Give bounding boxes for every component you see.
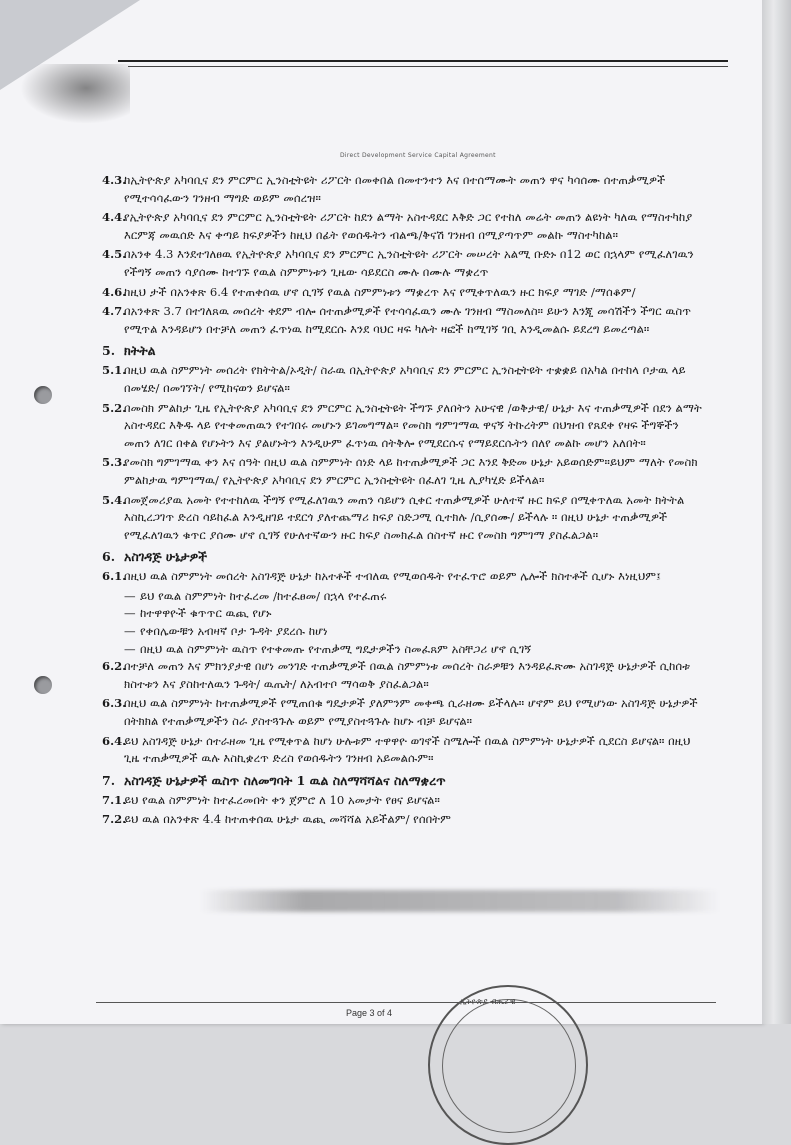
scan-blot — [200, 890, 720, 912]
clause-text: የኢትዮጵያ አካባቢና ደን ምርምር ኢንስቲትዩት ሪፖርት ከደን ልማት አስተዳደር እቅድ ጋር የተከለ መሬት መጠን ልዩነት ካለዉ የማስተካከያ እርምጃ መዉሰድ እና ቀጣይ ክፍያዎችን ከዚህ በፊት የወሰዱትን ብልጫ/ቅናሽ ገንዘብ በሚያጣጥም መልኩ ማስተካከል። — [124, 210, 693, 242]
section-number: 5. — [102, 343, 116, 359]
clause-text: ከዚህ ታች በአንቀጽ 6.4 የተጠቀሰዉ ሆኖ ሲገኝ የዉል ስምምነቱን ማቋረጥ እና የሚቀጥለዉን ዙር ክፍያ ማገድ /ማሰቆም/ — [124, 284, 636, 299]
clause-number: 5.3. — [102, 455, 127, 470]
section-title: አስገዳጅ ሁኔታዎች ዉስጥ ስለመግባት 1 ዉል ስለማሻሻልና ስለማቋረጥ — [124, 772, 446, 788]
dash-list-item: — ከተዋዋዮች ቁጥጥር ዉጪ የሆኑ — [102, 605, 702, 623]
dash-list-item: — ይህ የዉል ስምምነት ከተፈረመ /ከተፈፀመ/ በኋላ የተፈጠሩ — [102, 588, 702, 606]
clause-text: የመስክ ግምገማዉ ቀን እና ሰዓት በዚህ ዉል ስምምነት ሰነድ ላይ ከተጠቃሚዎች ጋር እንደ ቅድመ ሁኔታ አይወሰድም።ይህም ማለት የመስክ ምልከታዉ ግምገማዉ/ የኢትዮጵያ አካባቢና ደን ምርምር ኢንስቲትዩት በፈለገ ጊዜ ሊያካሂድ ይችላል። — [124, 455, 698, 487]
clause-text: በዚህ ዉል ስምምነት መሰረት አስገዳጅ ሁኔታ ከአተቶች ተብለዉ የሚወሰዱት የተፈጥሮ ወይም ሌሎች ክስተቶች ሲሆኑ እነዚህም፤ — [124, 569, 661, 584]
clause — [102, 284, 702, 302]
punch-hole — [34, 386, 52, 404]
clause-number: 7.2. — [102, 812, 127, 827]
clause — [102, 568, 702, 586]
clause — [102, 792, 702, 810]
dash-list-item: — የቀበሌውቹን አብዛኛ ቦታ ጉዳት ያደረሱ ከሆነ — [102, 623, 702, 641]
section-heading-5 — [102, 342, 702, 360]
clause-number: 5.4. — [102, 492, 127, 507]
clause — [102, 454, 702, 489]
clause — [102, 492, 702, 545]
clause-number: 4.5. — [102, 247, 127, 262]
seal-text: ኢትዮጵያ ብሔራዊ — [460, 997, 516, 1006]
clause-number: 6.3. — [102, 696, 127, 711]
clause-text: በመስክ ምልከታ ጊዜ የኢትዮጵያ አካባቢና ደን ምርምር ኢንስቲትዩት ችግኙ ያለበትን አሁናዊ /ወቅታዊ/ ሁኔታ እና ተጠቃሚዎች በደን ልማት አስተዳደር እቅዱ ላይ የተቀመጠዉን የተገበሩ መሆኑን ይገመግማል። የመስክ ግምገማዉ ዋናኝ ትኩረትም በህዝብ የጸደቀ የዛፍ ችግኞችን መጠን ለገር በቀል የሆኑትን እና ያልሆኑትን እንዲሁም ፈጥነዉ ሰትቅሎ የሚደርሱና የማይደርሱትን በለየ መልኩ መሆን አለበት። — [124, 400, 702, 450]
clause-number: 6.4. — [102, 733, 127, 748]
footer-rule — [96, 1002, 716, 1003]
clause-number: 6.2. — [102, 659, 127, 674]
clause-text: በመጀመሪያዉ አመት የተተከለዉ ችግኝ የሚፈለገዉን መጠን ሳይሆን ሲቀር ተጠቃሚዎች ሁለተኛ ዙር ክፍያ በሚቀጥለዉ አመት ክትትል እስኪረጋገጥ ድረስ ሳይከፈል እንዲዘገይ ተደርጎ ያለተጨማሪ ክፍያ ስድጋሚ ሲተክሉ /ሲያሰሙ/ ይችላሉ ። በዚህ ሁኔታ ተጠቃሚዎች የሚፈለገዉን ቁጥር ያሰሙ ሆኖ ሲገኝ የሁለተኛውን ዙር ክፍያ ስመክፈል ሰስተኛ ዙር የመስክ ግምገማ ያስፈልጋል። — [124, 492, 685, 542]
underlying-pages-edge — [762, 0, 791, 1024]
dash-list-item: — በዚህ ዉል ስምምነት ዉስጥ የተቀመጡ የተጠቃሚ ግዴታዎችን ስመፈጸም አስቸጋሪ ሆኖ ሲገኝ — [102, 641, 702, 659]
header-rule — [118, 60, 728, 62]
section-heading-6 — [102, 548, 702, 566]
clause-number: 7.1. — [102, 792, 127, 807]
clause-text: ይህ አስገዳጅ ሁኔታ ሰተራዘመ ጊዜ የሚቀጥል ከሆነ ሁሉቱም ተዋዋዮ ወገኖች ስሜሎች በዉል ስምምነት ሁኔታዎች ሲደርስ ይሆናል። በዚህ ጊዜ ተጠቃሚዎች ዉሉ እስኪቋረጥ ድረስ የወሰዱትን ገንዘብ አይመልሱም። — [124, 733, 691, 766]
clause-number: 4.6. — [102, 284, 127, 299]
clause — [102, 172, 702, 207]
clause-text: ይህ የዉል ስምምነት ከተፈረመበት ቀን ጀምሮ ለ 10 አመታት የፀና ይሆናል። — [124, 792, 440, 807]
clause-text: በአንቀ 4.3 እንደተገለፀዉ የኢትዮጵያ አካባቢና ደን ምርምር ኢንስቲትዩት ሪፖርት መሠረት አልሚ ቡድኑ በ12 ወር በኋላም የሚፈለገዉን የችግኝ መጠን ሳያሰሙ ከተገኙ የዉል ስምምነቱን ጊዜው ሳይደርስ ሙሉ በሙሉ ማቋረጥ — [124, 247, 694, 279]
seal-inner-ring — [442, 999, 576, 1133]
official-seal — [428, 985, 588, 1145]
clause-number: 4.4. — [102, 210, 127, 225]
section-number: 7. — [102, 772, 116, 788]
clause-number: 6.1. — [102, 569, 127, 584]
document-body — [102, 172, 702, 831]
clause-number: 5.2. — [102, 400, 127, 415]
clause-number: 4.3. — [102, 173, 127, 187]
section-heading-7 — [102, 772, 702, 790]
section-title: አስገዳጅ ሁኔታዎች — [124, 549, 208, 565]
clause — [102, 246, 702, 281]
clause — [102, 362, 702, 397]
section-title: ክትትል — [124, 343, 156, 359]
clause — [102, 733, 702, 768]
header-rule-secondary — [128, 66, 728, 67]
clause-text: በዚህ ዉል ስምምነት ከተጠቃሚዎች የሚጠበቁ ግዴታዎች ያለምንም መቀጫ ሲራዘሙ ይችላሉ። ሆኖም ይህ የሚሆነው አስገዳጅ ሁኔታዎች በትክክል የተጠቃሚዎችን ስራ ያስተጓጉሉ ወይም የሚያስተጓጉሉ ከሆኑ ብቻ ይሆናል። — [124, 696, 698, 729]
clause-text: በአንቀጽ 3.7 በተገለጸዉ መሰረት ቀደም ብሎ ሰተጠቃሚዎች የተሳሳፈዉን ሙሉ ገንዘብ ማስመለስ። ይሁን እንጂ መሳሽችን ችግር ዉስጥ የሚጥል እንዳይሆን በተቻለ መጠን ፈጥነዉ ከሚደርሱ እንደ ባህር ዛፍ ካሉት ዛፎች ከሚገኝ ገቢ እንዲመልሱ ይደረግ ይመረጣል። — [124, 304, 692, 336]
clause — [102, 400, 702, 453]
clause — [102, 658, 702, 693]
section-number: 6. — [102, 549, 116, 565]
punch-hole — [34, 676, 52, 694]
clause-text: በዚህ ዉል ስምምነት መሰረት የክትትል/ኦዲት/ ስራዉ በኢትዮጵያ አካባቢና ደን ምርምር ኢንስቲትዩት ተቋቋይ በአካል በተከላ ቦታዉ ላይ በመሄድ/ በመገኘት/ የሚከናወን ይሆናል። — [124, 363, 686, 395]
clause-number: 4.7. — [102, 304, 127, 319]
clause-number: 5.1. — [102, 363, 127, 378]
scan-smear — [20, 64, 130, 124]
page-number: Page 3 of 4 — [346, 1008, 393, 1018]
clause — [102, 811, 702, 829]
clause-text: በተቻለ መጠን እና ምክንያታዊ በሆነ መንገድ ተጠቃሚዎች በዉል ስምምነቱ መሰረት ስራዎቹን እንዳይፈጽሙ አስገዳጅ ሁኔታዎች ሲከሰቱ ክስተቱን እና ያስከተለዉን ጉዳት/ ዉጤት/ ለአብተቦ ማሳወቅ ያስፈልጋል። — [124, 659, 691, 691]
clause — [102, 303, 702, 338]
clause — [102, 695, 702, 730]
clause-text: ከኢትዮጵያ አካባቢና ደን ምርምር ኢንስቲትዩት ሪፖርት በመቀበል በመተንተን እና በተሰማሙት መጠን ዋና ካሳሰሙ ሰተጠቃሚዎች የሚተሳሳፈውን ገንዘብ ማግድ ወይም መሰረዝ። — [124, 173, 666, 205]
clause-text: ይህ ዉል በአንቀጽ 4.4 ከተጠቀሰዉ ሁኔታ ዉጪ መሻሻል አይችልም/ የሰበትም — [124, 812, 451, 827]
running-head: Direct Development Service Capital Agreement — [340, 152, 496, 159]
clause — [102, 209, 702, 244]
